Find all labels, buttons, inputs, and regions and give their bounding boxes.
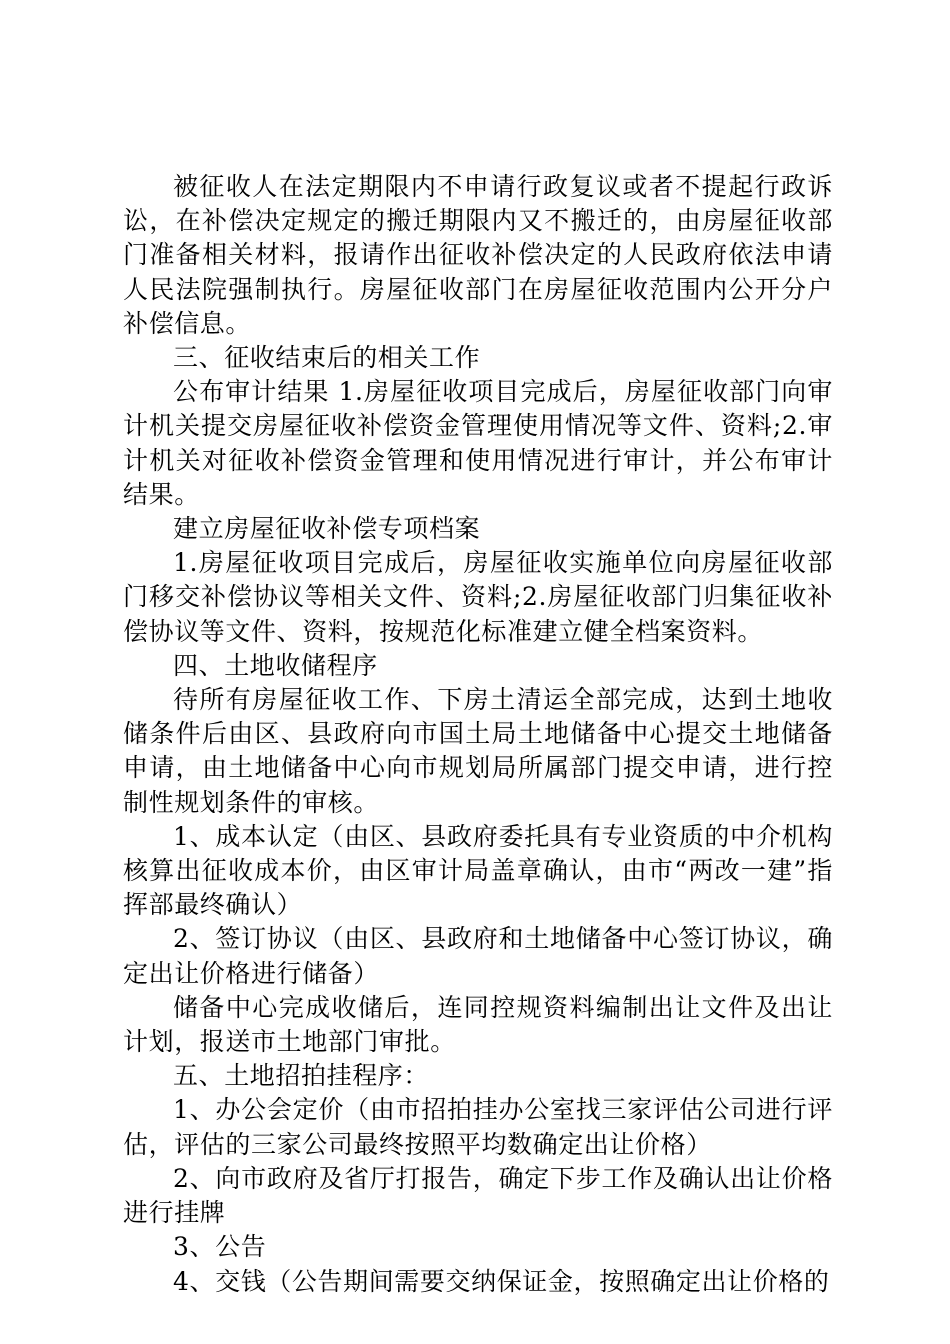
section-heading-auction: 五、土地招拍挂程序： <box>173 1061 430 1091</box>
paragraph-reserve-center: 储备中心完成收储后，连同控规资料编制出让文件及出让计划，报送市土地部门审批。 <box>123 992 833 1057</box>
list-item-sign-agreement: 2、签订协议（由区、县政府和土地储备中心签订协议，确定出让价格进行储备） <box>123 924 833 988</box>
list-item-announcement: 3、公告 <box>173 1232 267 1262</box>
section-heading-post-expropriation: 三、征收结束后的相关工作 <box>173 343 481 373</box>
subheading-archive: 建立房屋征收补偿专项档案 <box>173 514 481 544</box>
list-item-pricing-meeting: 1、办公会定价（由市招拍挂办公室找三家评估公司进行评估，评估的三家公司最终按照平均数确定出让价格） <box>123 1095 833 1159</box>
list-item-payment: 4、交钱（公告期间需要交纳保证金，按照确定出让价格的 <box>173 1266 830 1296</box>
document-body <box>123 170 833 1299</box>
section-heading-land-reserve: 四、土地收储程序 <box>173 650 378 680</box>
list-item-cost-confirmation: 1、成本认定（由区、县政府委托具有专业资质的中介机构核算出征收成本价，由区审计局盖章确认，由市“两改一建”指挥部最终确认） <box>123 821 833 920</box>
list-item-report: 2、向市政府及省厅打报告，确定下步工作及确认出让价格进行挂牌 <box>123 1163 833 1228</box>
paragraph-land-reserve: 待所有房屋征收工作、下房土清运全部完成，达到土地收储条件后由区、县政府向市国土局土地储备中心提交土地储备申请，由土地储备中心向市规划局所属部门提交申请，进行控制性规划条件的审核。 <box>123 685 833 817</box>
paragraph-audit-results: 公布审计结果 1.房屋征收项目完成后，房屋征收部门向审计机关提交房屋征收补偿资金管理使用情况等文件、资料;2.审计机关对征收补偿资金管理和使用情况进行审计，并公布审计结果。 <box>123 377 833 509</box>
paragraph-archive: 1.房屋征收项目完成后，房屋征收实施单位向房屋征收部门移交补偿协议等相关文件、资料;2.房屋征收部门归集征收补偿协议等文件、资料，按规范化标准建立健全档案资料。 <box>123 548 833 646</box>
paragraph-enforcement: 被征收人在法定期限内不申请行政复议或者不提起行政诉讼，在补偿决定规定的搬迁期限内又不搬迁的，由房屋征收部门准备相关材料，报请作出征收补偿决定的人民政府依法申请人民法院强制执行。房屋征收部门在房屋征收范围内公开分户补偿信息。 <box>123 172 833 338</box>
